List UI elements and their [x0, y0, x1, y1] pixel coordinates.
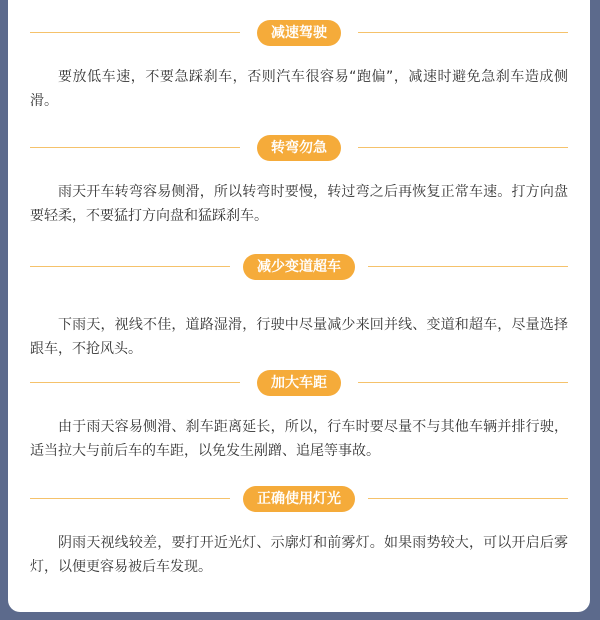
- section-following-distance: [8, 370, 590, 463]
- article-card: [8, 0, 590, 612]
- divider-line-left: [30, 498, 230, 499]
- divider-line-left: [30, 32, 240, 33]
- section-heading: 减少变道超车: [243, 254, 355, 280]
- section-heading: 减速驾驶: [257, 20, 341, 46]
- divider-line-left: [30, 382, 240, 383]
- divider-line-left: [30, 147, 240, 148]
- section-paragraph: 要放低车速，不要急踩刹车，否则汽车很容易“跑偏”，减速时避免急刹车造成侧滑。: [30, 69, 568, 109]
- divider-line-right: [368, 498, 568, 499]
- divider-line-left: [30, 266, 230, 267]
- divider-line-right: [358, 32, 568, 33]
- section-paragraph: 雨天开车转弯容易侧滑，所以转弯时要慢，转过弯之后再恢复正常车速。打方向盘要轻柔，不要猛打方向盘和猛踩刹车。: [30, 184, 568, 224]
- section-heading-row: [8, 135, 590, 161]
- section-heading: 加大车距: [257, 370, 341, 396]
- divider-line-right: [358, 147, 568, 148]
- section-lights: [8, 486, 590, 579]
- section-heading: 正确使用灯光: [243, 486, 355, 512]
- section-heading-row: [8, 370, 590, 396]
- section-turning: [8, 135, 590, 228]
- section-heading: 转弯勿急: [257, 135, 341, 161]
- section-heading-row: [8, 486, 590, 512]
- divider-line-right: [358, 382, 568, 383]
- section-heading-row: [8, 20, 590, 46]
- section-paragraph: 下雨天，视线不佳，道路湿滑，行驶中尽量减少来回并线、变道和超车，尽量选择跟车，不抢风头。: [30, 317, 568, 357]
- divider-line-right: [368, 266, 568, 267]
- section-lane-change: [8, 254, 590, 361]
- section-slow-down: [8, 20, 590, 113]
- section-heading-row: [8, 254, 590, 280]
- section-paragraph: 由于雨天容易侧滑、刹车距离延长，所以，行车时要尽量不与其他车辆并排行驶，适当拉大与前后车的车距，以免发生剐蹭、追尾等事故。: [30, 419, 568, 459]
- section-paragraph: 阴雨天视线较差，要打开近光灯、示廓灯和前雾灯。如果雨势较大，可以开启后雾灯，以便更容易被后车发现。: [30, 535, 568, 575]
